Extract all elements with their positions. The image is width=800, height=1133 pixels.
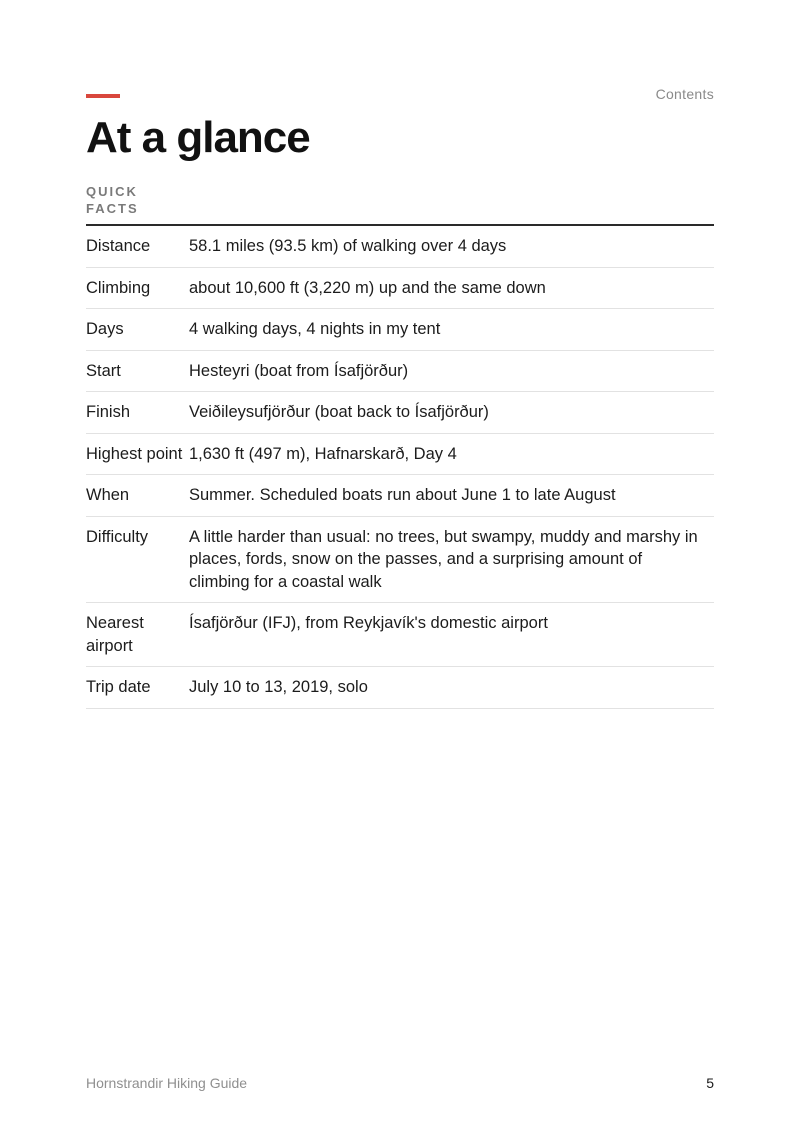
fact-value: July 10 to 13, 2019, solo bbox=[189, 667, 714, 709]
footer-page-number: 5 bbox=[706, 1075, 714, 1091]
fact-value: about 10,600 ft (3,220 m) up and the same down bbox=[189, 267, 714, 309]
accent-bar bbox=[86, 94, 120, 98]
fact-value: Hesteyri (boat from Ísafjörður) bbox=[189, 350, 714, 392]
fact-row-distance bbox=[86, 225, 714, 267]
fact-label: Highest point bbox=[86, 433, 189, 475]
quick-facts-table bbox=[86, 224, 714, 709]
fact-value: A little harder than usual: no trees, but swampy, muddy and marshy in places, fords, snow on the passes, and a surprising amount of climbing for a coastal walk bbox=[189, 516, 714, 603]
fact-label: Start bbox=[86, 350, 189, 392]
fact-label: Nearest airport bbox=[86, 603, 189, 667]
fact-label: When bbox=[86, 475, 189, 517]
fact-value: 58.1 miles (93.5 km) of walking over 4 days bbox=[189, 225, 714, 267]
fact-label: Trip date bbox=[86, 667, 189, 709]
fact-row-days bbox=[86, 309, 714, 351]
fact-row-trip-date bbox=[86, 667, 714, 709]
fact-label: Days bbox=[86, 309, 189, 351]
page-title: At a glance bbox=[86, 113, 310, 162]
footer-guide-title: Hornstrandir Hiking Guide bbox=[86, 1075, 248, 1091]
contents-link[interactable]: Contents bbox=[655, 86, 714, 102]
fact-label: Distance bbox=[86, 225, 189, 267]
fact-row-difficulty bbox=[86, 516, 714, 603]
fact-row-start bbox=[86, 350, 714, 392]
fact-label: Finish bbox=[86, 392, 189, 434]
section-label: QUICK FACTS bbox=[86, 184, 139, 216]
fact-value: 4 walking days, 4 nights in my tent bbox=[189, 309, 714, 351]
fact-value: Summer. Scheduled boats run about June 1 to late August bbox=[189, 475, 714, 517]
fact-label: Climbing bbox=[86, 267, 189, 309]
fact-row-climbing bbox=[86, 267, 714, 309]
fact-row-nearest-airport bbox=[86, 603, 714, 667]
fact-row-highest-point bbox=[86, 433, 714, 475]
fact-row-finish bbox=[86, 392, 714, 434]
fact-row-when bbox=[86, 475, 714, 517]
fact-value: Veiðileysufjörður (boat back to Ísafjörður) bbox=[189, 392, 714, 434]
fact-value: 1,630 ft (497 m), Hafnarskarð, Day 4 bbox=[189, 433, 714, 475]
fact-label: Difficulty bbox=[86, 516, 189, 603]
fact-value: Ísafjörður (IFJ), from Reykjavík's domestic airport bbox=[189, 603, 714, 667]
